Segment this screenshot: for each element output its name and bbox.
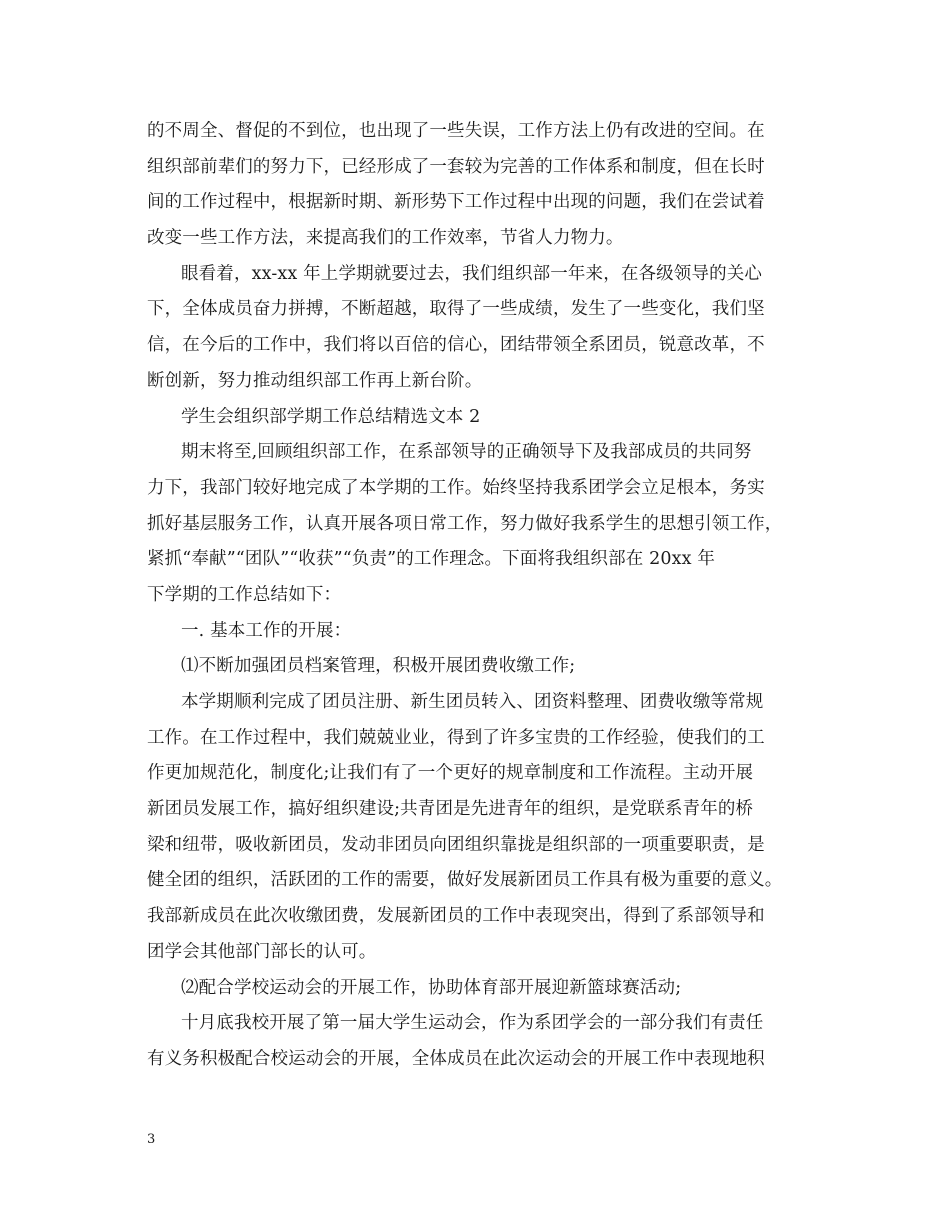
text-line: 的不周全、督促的不到位，也出现了一些失误，工作方法上仍有改进的空间。在: [147, 121, 765, 141]
text-line: 改变一些工作方法，来提高我们的工作效率，节省人力物力。: [147, 228, 624, 249]
text-line: 工作。在工作过程中，我们兢兢业业，得到了许多宝贵的工作经验，使我们的工: [147, 727, 765, 748]
text-line: 信，在今后的工作中，我们将以百倍的信心，团结带领全系团员，锐意改革，不: [147, 335, 765, 356]
text-line: 紧抓“奉献”“团队”“收获”“负责”的工作理念。下面将我组织部在 20xx 年: [147, 549, 716, 570]
text-line: 本学期顺利完成了团员注册、新生团员转入、团资料整理、团费收缴等常规: [181, 692, 764, 712]
page-number: 3: [147, 1132, 156, 1147]
text-line: 间的工作过程中，根据新时期、新形势下工作过程中出现的问题，我们在尝试着: [147, 192, 765, 213]
text-line: 下，全体成员奋力拼搏，不断超越，取得了一些成绩，发生了一些变化，我们坚: [147, 299, 765, 320]
text-line: 学生会组织部学期工作总结精选文本 2: [181, 406, 481, 427]
text-line: 抓好基层服务工作，认真开展各项日常工作，努力做好我系学生的思想引领工作，: [147, 513, 783, 534]
text-line: 作更加规范化，制度化;让我们有了一个更好的规章制度和工作流程。主动开展: [147, 763, 754, 784]
text-line: 新团员发展工作，搞好组织建设;共青团是先进青年的组织，是党联系青年的桥: [147, 799, 754, 820]
text-line: 梁和纽带，吸收新团员，发动非团员向团组织靠拢是组织部的一项重要职责，是: [147, 834, 765, 855]
text-line: 下学期的工作总结如下：: [147, 584, 342, 605]
text-line: ⑴不断加强团员档案管理，积极开展团费收缴工作;: [181, 656, 576, 677]
text-line: 健全团的组织，活跃团的工作的需要，做好发展新团员工作具有极为重要的意义。: [147, 870, 783, 891]
text-line: 断创新，努力推动组织部工作再上新台阶。: [147, 370, 483, 391]
text-line: 眼看着，xx-xx 年上学期就要过去，我们组织部一年来，在各级领导的关心: [181, 263, 763, 284]
text-line: ⑵配合学校运动会的开展工作，协助体育部开展迎新篮球赛活动;: [181, 977, 682, 998]
text-line: 组织部前辈们的努力下，已经形成了一套较为完善的工作体系和制度，但在长时: [147, 156, 765, 177]
text-line: 团学会其他部门部长的认可。: [147, 941, 377, 962]
text-line: 十月底我校开展了第一届大学生运动会，作为系团学会的一部分我们有责任: [181, 1013, 764, 1034]
text-line: 一. 基本工作的开展：: [181, 620, 352, 641]
text-line: 有义务积极配合校运动会的开展，全体成员在此次运动会的开展工作中表现地积: [147, 1048, 765, 1069]
text-line: 力下，我部门较好地完成了本学期的工作。始终坚持我系团学会立足根本，务实: [147, 477, 765, 498]
text-line: 我部新成员在此次收缴团费，发展新团员的工作中表现突出，得到了系部领导和: [147, 906, 765, 927]
text-line: 期末将至,回顾组织部工作，在系部领导的正确领导下及我部成员的共同努: [181, 442, 752, 463]
document-body: [147, 114, 807, 1078]
